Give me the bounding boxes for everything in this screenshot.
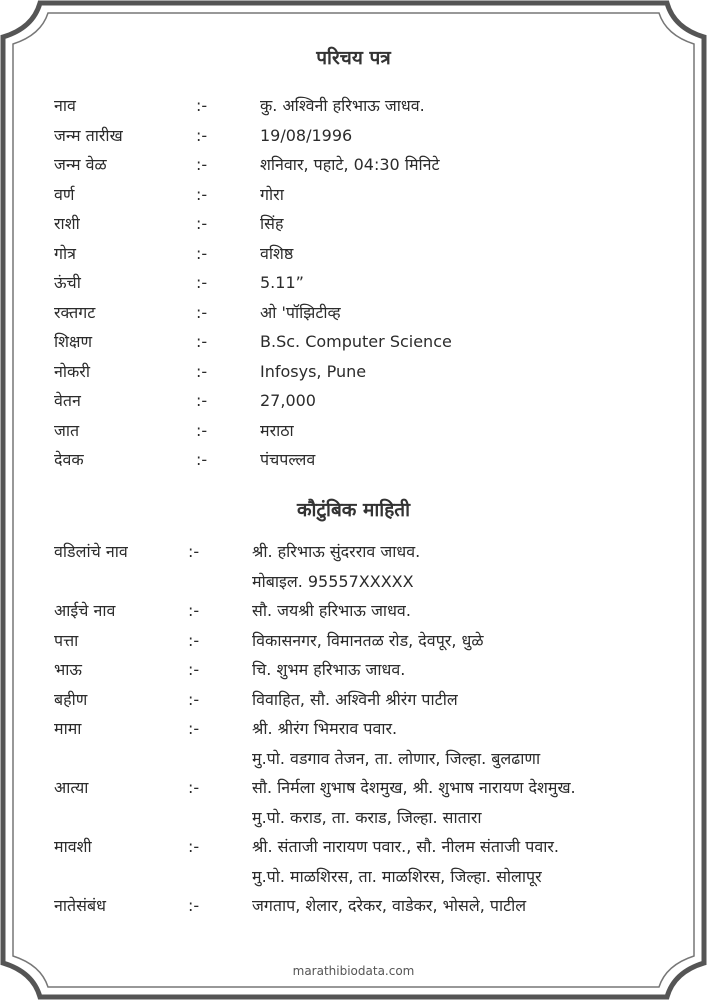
- row-label: नोकरी: [54, 361, 91, 381]
- family-row: [0, 539, 707, 565]
- family-row: [0, 893, 707, 919]
- row-value: चि. शुभम हरिभाऊ जाधव.: [252, 660, 406, 679]
- row-value: मु.पो. माळशिरस, ता. माळशिरस, जिल्हा. सोलापूर: [252, 866, 542, 886]
- row-sep: :-: [188, 601, 200, 620]
- row-label: जात: [54, 420, 80, 440]
- personal-row: [0, 329, 707, 355]
- row-value: मु.पो. कराड, ता. कराड, जिल्हा. सातारा: [252, 807, 482, 827]
- row-value: गोरा: [260, 184, 284, 204]
- family-row: [0, 687, 707, 713]
- row-sep: :-: [188, 778, 200, 797]
- row-sep: :-: [196, 243, 208, 263]
- family-row: [0, 657, 707, 683]
- row-label: नातेसंबंध: [54, 896, 106, 915]
- row-label: वर्ण: [54, 184, 75, 204]
- row-label: मावशी: [54, 837, 92, 856]
- row-value: मु.पो. वडगाव तेजन, ता. लोणार, जिल्हा. बुलढाणा: [252, 748, 541, 768]
- personal-row: [0, 182, 707, 208]
- family-row: [0, 864, 707, 890]
- personal-row: [0, 123, 707, 149]
- row-sep: :-: [188, 837, 200, 856]
- row-label: राशी: [54, 214, 80, 233]
- family-row: [0, 834, 707, 860]
- row-sep: :-: [188, 630, 200, 650]
- row-sep: :-: [188, 660, 200, 679]
- row-label: नाव: [54, 96, 76, 115]
- personal-row: [0, 418, 707, 444]
- row-sep: :-: [188, 896, 200, 915]
- personal-row: [0, 241, 707, 267]
- family-row: [0, 598, 707, 624]
- row-label: वेतन: [54, 391, 81, 410]
- personal-row: [0, 359, 707, 385]
- personal-row: [0, 152, 707, 178]
- row-sep: :-: [196, 273, 208, 292]
- personal-row: [0, 300, 707, 326]
- row-sep: :-: [196, 450, 208, 469]
- family-row: [0, 805, 707, 831]
- row-value: मराठा: [260, 420, 294, 440]
- row-label: रक्तगट: [54, 302, 96, 322]
- row-sep: :-: [196, 332, 208, 351]
- row-value: सौ. निर्मला शुभाष देशमुख, श्री. शुभाष नारायण देशमुख.: [252, 778, 576, 797]
- row-label: पत्ता: [54, 630, 79, 650]
- row-sep: :-: [196, 361, 208, 381]
- row-value: शनिवार, पहाटे, 04:30 मिनिटे: [260, 155, 440, 174]
- row-sep: :-: [196, 214, 208, 233]
- row-label: जन्म वेळ: [54, 155, 107, 174]
- row-label: वडिलांचे नाव: [54, 542, 128, 561]
- family-section-title: कौटुंबिक माहिती: [296, 499, 411, 521]
- row-value: 5.11”: [260, 273, 304, 292]
- row-sep: :-: [188, 689, 200, 709]
- family-row: [0, 716, 707, 742]
- row-sep: :-: [196, 96, 208, 115]
- row-value: वशिष्ठ: [260, 243, 294, 263]
- personal-row: [0, 93, 707, 119]
- row-sep: :-: [196, 155, 208, 174]
- row-label: जन्म तारीख: [54, 125, 123, 145]
- row-value: विवाहित, सौ. अश्विनी श्रीरंग पाटील: [252, 689, 458, 709]
- row-label: देवक: [54, 450, 84, 469]
- personal-row: [0, 447, 707, 473]
- row-label: बहीण: [54, 689, 88, 709]
- family-row: [0, 775, 707, 801]
- row-label: आत्या: [54, 778, 89, 797]
- row-label: ऊंची: [54, 273, 81, 292]
- row-value: श्री. हरिभाऊ सुंदरराव जाधव.: [252, 542, 421, 561]
- row-value: ओ 'पॉझिटीव्ह: [260, 302, 341, 322]
- row-value: श्री. श्रीरंग भिमराव पवार.: [252, 719, 398, 738]
- row-value: सिंह: [260, 214, 284, 233]
- page-title: परिचय पत्र: [316, 47, 391, 69]
- row-label: आईचे नाव: [54, 601, 116, 620]
- row-value: 27,000: [260, 391, 316, 410]
- row-sep: :-: [188, 542, 200, 561]
- row-sep: :-: [196, 302, 208, 322]
- row-value: सौ. जयश्री हरिभाऊ जाधव.: [252, 601, 411, 620]
- row-sep: :-: [196, 184, 208, 204]
- personal-row: [0, 270, 707, 296]
- family-row: [0, 746, 707, 772]
- row-label: मामा: [54, 719, 82, 738]
- row-sep: :-: [196, 125, 208, 145]
- family-row: [0, 569, 707, 595]
- row-sep: :-: [196, 420, 208, 440]
- row-sep: :-: [188, 719, 200, 738]
- row-value: पंचपल्लव: [260, 450, 316, 469]
- row-value: जगताप, शेलार, दरेकर, वाडेकर, भोसले, पाटील: [252, 896, 527, 915]
- personal-row: [0, 388, 707, 414]
- row-value: विकासनगर, विमानतळ रोड, देवपूर, धुळे: [252, 630, 484, 650]
- row-value: Infosys, Pune: [260, 361, 367, 381]
- row-sep: :-: [196, 391, 208, 410]
- row-label: भाऊ: [54, 660, 82, 679]
- family-row: [0, 628, 707, 654]
- footer-website: marathibiodata.com: [292, 964, 415, 978]
- row-value: कु. अश्विनी हरिभाऊ जाधव.: [260, 96, 425, 115]
- row-label: गोत्र: [54, 243, 76, 263]
- personal-row: [0, 211, 707, 237]
- row-value: श्री. संताजी नारायण पवार., सौ. नीलम संताजी पवार.: [252, 837, 559, 856]
- row-value: B.Sc. Computer Science: [260, 332, 452, 351]
- row-value: मोबाइल. 95557XXXXX: [252, 571, 414, 591]
- row-label: शिक्षण: [54, 332, 93, 351]
- row-value: 19/08/1996: [260, 125, 353, 145]
